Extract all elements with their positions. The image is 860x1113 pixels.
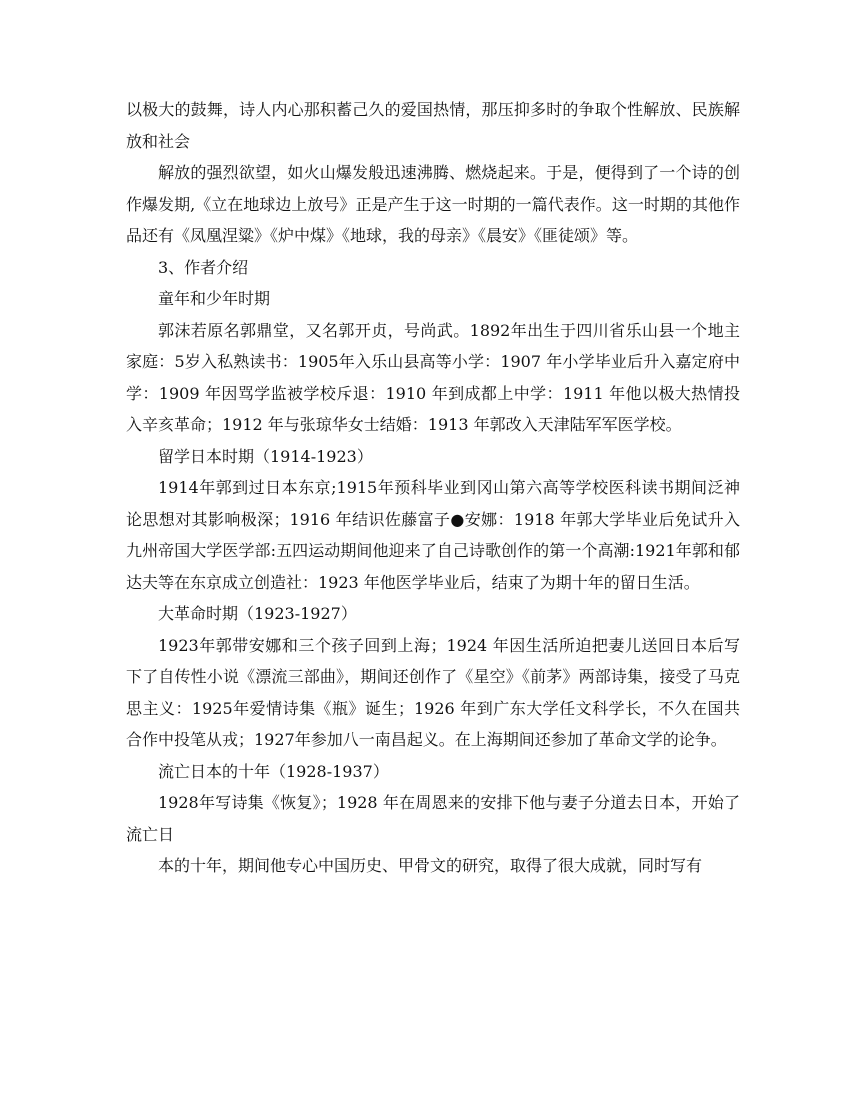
document-body [126, 94, 740, 882]
section-heading-author-intro: 3、作者介绍 [158, 257, 249, 277]
paragraph-exile-decade: 本的十年，期间他专心中国历史、甲骨文的研究，取得了很大成就，同时写有 [158, 856, 703, 875]
paragraph-childhood: 郭沫若原名郭鼎堂，又名郭开贞，号尚武。1892年出生于四川省乐山县一个地主家庭：5岁入私熟读书：1905年入乐山县高等小学：1907 年小学毕业后升入嘉定府中学：1909 年因骂学监被学校斥退：1910 年到成都上中学：1911 年他以极大热情投入辛亥革命；1912 年与张琼华女士结婚：1913 年郭改入天津陆军军医学校。 [126, 320, 740, 434]
paragraph-exile-start: 1928年写诗集《恢复》；1928 年在周恩来的安排下他与妻子分道去日本，开始了流亡日 [126, 793, 740, 844]
paragraph-great-revolution: 1923年郭带安娜和三个孩子回到上海；1924 年因生活所迫把妻儿送回日本后写下了自传性小说《漂流三部曲》，期间还创作了《星空》《前茅》两部诗集，接受了马克思主义：1925年爱情诗集《瓶》诞生；1926 年到广东大学任文科学长，不久在国共合作中投笔从戎；1927年参加八一南昌起义。在上海期间还参加了革命文学的论争。 [126, 635, 740, 749]
paragraph-study-in-japan: 1914年郭到过日本东京;1915年预科毕业到冈山第六高等学校医科读书期间泛神论思想对其影响极深；1916 年结识佐藤富子●安娜：1918 年郭大学毕业后免试升入九州帝国大学医学部:五四运动期间他迎来了自己诗歌创作的第一个高潮:1921年郭和郁达夫等在东京成立创造社：1923 年他医学毕业后，结束了为期十年的留日生活。 [126, 478, 740, 592]
subheading-childhood: 童年和少年时期 [158, 289, 271, 308]
subheading-great-revolution: 大革命时期（1923-1927） [158, 604, 357, 623]
subheading-study-in-japan: 留学日本时期（1914-1923） [158, 446, 373, 466]
paragraph-continuation: 以极大的鼓舞，诗人内心那积蓄己久的爱国热情，那压抑多时的争取个性解放、民族解放和社会 [126, 100, 740, 151]
paragraph-poetry-outburst: 解放的强烈欲望，如火山爆发般迅速沸腾、燃烧起来。于是，便得到了一个诗的创作爆发期,《立在地球边上放号》正是产生于这一时期的一篇代表作。这一时期的其他作品还有《凤凰涅粱》《炉中煤》《地球，我的母亲》《晨安》《匪徒颂》等。 [126, 163, 740, 245]
subheading-exile-in-japan: 流亡日本的十年（1928-1937） [158, 761, 389, 781]
